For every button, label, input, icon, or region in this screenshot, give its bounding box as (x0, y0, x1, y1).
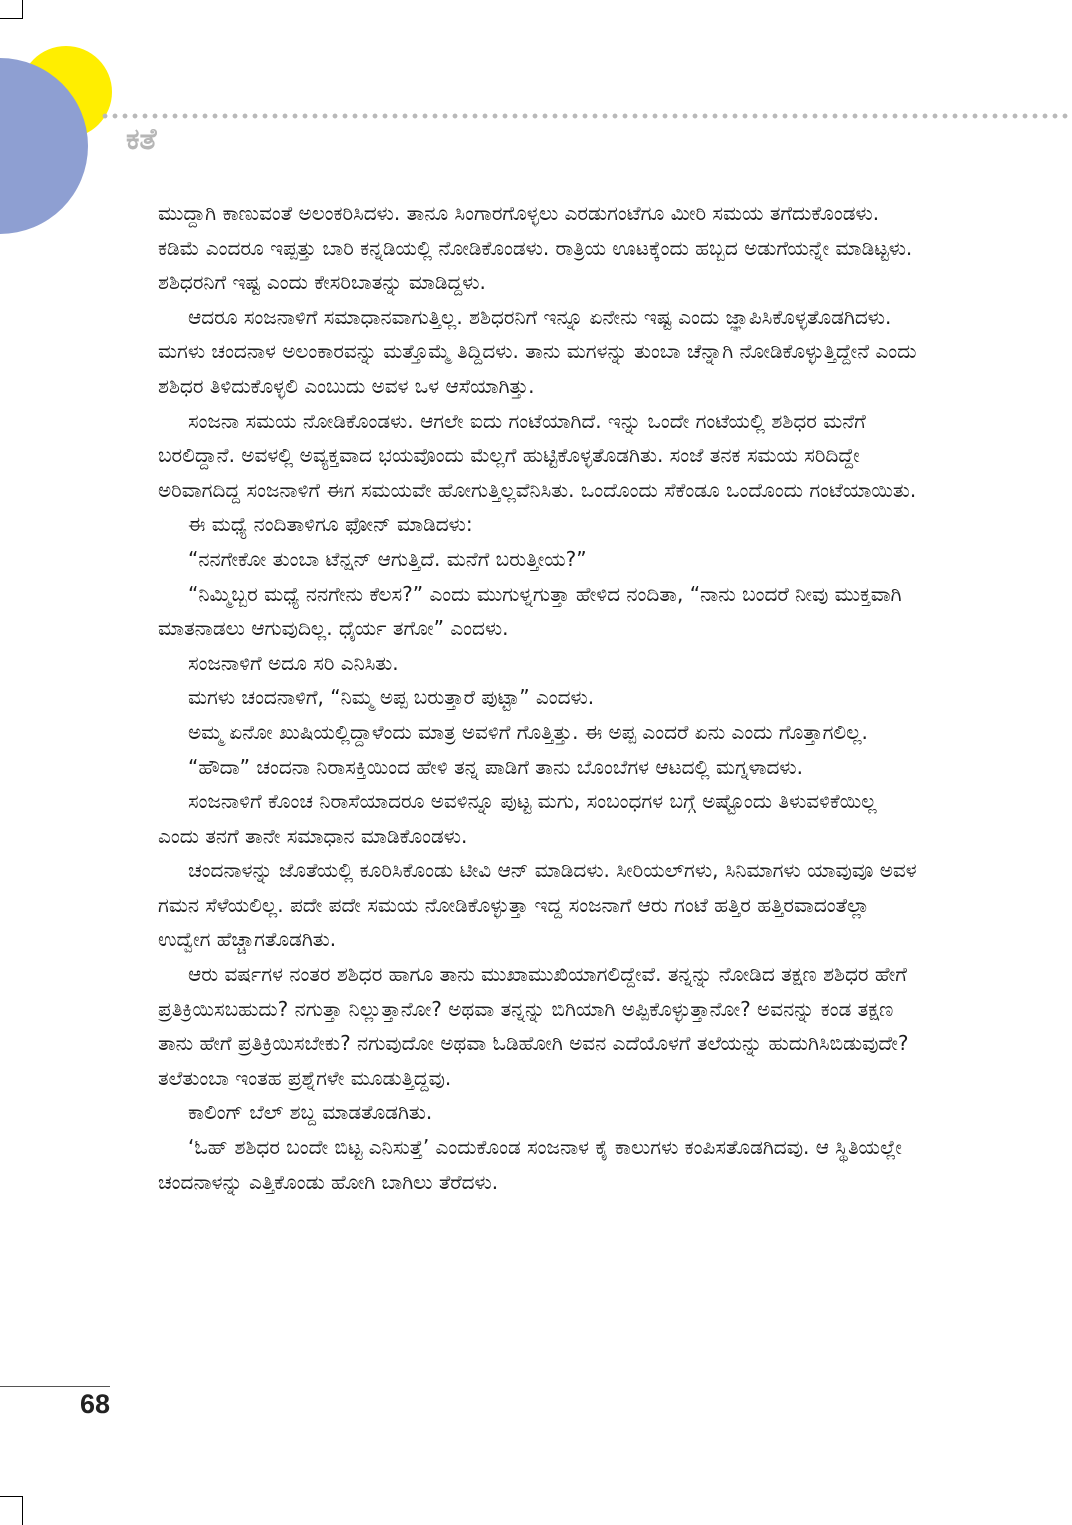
section-title: ಕತೆ (126, 122, 157, 157)
paragraph: ಸಂಜನಾಳಿಗೆ ಅದೂ ಸರಿ ಎನಿಸಿತು. (188, 650, 399, 675)
paragraph: “ಹೌದಾ” ಚಂದನಾ ನಿರಾಸಕ್ತಿಯಿಂದ ಹೇಳಿ ತನ್ನ ಪಾಡಿಗೆ ತಾನು ಬೊಂಬೆಗಳ ಆಟದಲ್ಲಿ ಮಗ್ನಳಾದಳು. (188, 754, 803, 779)
paragraph: ಕಾಲಿಂಗ್ ಬೆಲ್ ಶಬ್ದ ಮಾಡತೊಡಗಿತು. (188, 1100, 433, 1125)
paragraph: ಚಂದನಾಳನ್ನು ಜೊತೆಯಲ್ಲಿ ಕೂರಿಸಿಕೊಂಡು ಟೀವಿ ಆನ್ ಮಾಡಿದಳು. ಸೀರಿಯಲ್‌ಗಳು, ಸಿನಿಮಾಗಳು ಯಾವುವೂ ಅವಳ ಗಮನ ಸೆಳೆಯಲಿಲ್ಲ. ಪದೇ ಪದೇ ಸಮಯ ನೋಡಿಕೊಳ್ಳುತ್ತಾ ಇದ್ದ ಸಂಜನಾಗೆ ಆರು ಗಂಟೆ ಹತ್ತಿರ ಹತ್ತಿರವಾದಂತೆಲ್ಲಾ ಉದ್ವೇಗ ಹೆಚ್ಚಾಗತೊಡಗಿತು. (158, 858, 917, 952)
paragraph: ಆರು ವರ್ಷಗಳ ನಂತರ ಶಶಿಧರ ಹಾಗೂ ತಾನು ಮುಖಾಮುಖಿಯಾಗಲಿದ್ದೇವೆ. ತನ್ನನ್ನು ನೋಡಿದ ತಕ್ಷಣ ಶಶಿಧರ ಹೇಗೆ ಪ್ರತಿಕ್ರಿಯಿಸಬಹುದು? ನಗುತ್ತಾ ನಿಲ್ಲುತ್ತಾನೋ? ಅಥವಾ ತನ್ನನ್ನು ಬಿಗಿಯಾಗಿ ಅಪ್ಪಿಕೊಳ್ಳುತ್ತಾನೋ? ಅವನನ್ನು ಕಂಡ ತಕ್ಷಣ ತಾನು ಹೇಗೆ ಪ್ರತಿಕ್ರಿಯಿಸಬೇಕು? ನಗುವುದೋ ಅಥವಾ ಓಡಿಹೋಗಿ ಅವನ ಎದೆಯೊಳಗೆ ತಲೆಯನ್ನು ಹುದುಗಿಸಿಬಿಡುವುದೇ? ತಲೆತುಂಬಾ ಇಂತಹ ಪ್ರಶ್ನೆಗಳೇ ಮೂಡುತ್ತಿದ್ದವು. (158, 962, 909, 1090)
paragraph: ಸಂಜನಾ ಸಮಯ ನೋಡಿಕೊಂಡಳು. ಆಗಲೇ ಐದು ಗಂಟೆಯಾಗಿದೆ. ಇನ್ನು ಒಂದೇ ಗಂಟೆಯಲ್ಲಿ ಶಶಿಧರ ಮನೆಗೆ ಬರಲಿದ್ದಾನೆ. ಅವಳಲ್ಲಿ ಅವ್ಯಕ್ತವಾದ ಭಯವೊಂದು ಮೆಲ್ಲಗೆ ಹುಟ್ಟಿಕೊಳ್ಳತೊಡಗಿತು. ಸಂಜೆ ತನಕ ಸಮಯ ಸರಿದಿದ್ದೇ ಅರಿವಾಗದಿದ್ದ ಸಂಜನಾಳಿಗೆ ಈಗ ಸಮಯವೇ ಹೋಗುತ್ತಿಲ್ಲವೆನಿಸಿತು. ಒಂದೊಂದು ಸೆಕೆಂಡೂ ಒಂದೊಂದು ಗಂಟೆಯಾಯಿತು. (158, 408, 917, 502)
paragraph: ಸಂಜನಾಳಿಗೆ ಕೊಂಚ ನಿರಾಸೆಯಾದರೂ ಅವಳಿನ್ನೂ ಪುಟ್ಟ ಮಗು, ಸಂಬಂಧಗಳ ಬಗ್ಗೆ ಅಷ್ಟೊಂದು ತಿಳುವಳಿಕೆಯಿಲ್ಲ ಎಂದು ತನಗೆ ತಾನೇ ಸಮಾಧಾನ ಮಾಡಿಕೊಂಡಳು. (158, 789, 877, 848)
crop-mark-top-horizontal (0, 18, 23, 19)
crop-mark-top-vertical (22, 0, 23, 18)
paragraph: ಆದರೂ ಸಂಜನಾಳಿಗೆ ಸಮಾಧಾನವಾಗುತ್ತಿಲ್ಲ. ಶಶಿಧರನಿಗೆ ಇನ್ನೂ ಏನೇನು ಇಷ್ಟ ಎಂದು ಜ್ಞಾಪಿಸಿಕೊಳ್ಳತೊಡಗಿದಳು. ಮಗಳು ಚಂದನಾಳ ಅಲಂಕಾರವನ್ನು ಮತ್ತೊಮ್ಮೆ ತಿದ್ದಿದಳು. ತಾನು ಮಗಳನ್ನು ತುಂಬಾ ಚೆನ್ನಾಗಿ ನೋಡಿಕೊಳ್ಳುತ್ತಿದ್ದೇನೆ ಎಂದು ಶಶಿಧರ ತಿಳಿದುಕೊಳ್ಳಲಿ ಎಂಬುದು ಅವಳ ಒಳ ಆಸೆಯಾಗಿತ್ತು. (158, 304, 917, 398)
page-number: 68 (80, 1389, 111, 1419)
paragraph: ಮುದ್ದಾಗಿ ಕಾಣುವಂತೆ ಅಲಂಕರಿಸಿದಳು. ತಾನೂ ಸಿಂಗಾರಗೊಳ್ಳಲು ಎರಡುಗಂಟೆಗೂ ಮೀರಿ ಸಮಯ ತಗೆದುಕೊಂಡಳು. ಕಡಿಮೆ ಎಂದರೂ ಇಪ್ಪತ್ತು ಬಾರಿ ಕನ್ನಡಿಯಲ್ಲಿ ನೋಡಿಕೊಂಡಳು. ರಾತ್ರಿಯ ಊಟಕ್ಕೆಂದು ಹಬ್ಬದ ಅಡುಗೆಯನ್ನೇ ಮಾಡಿಟ್ಟಳು. ಶಶಿಧರನಿಗೆ ಇಷ್ಟ ಎಂದು ಕೇಸರಿಬಾತನ್ನು ಮಾಡಿದ್ದಳು. (158, 201, 913, 295)
paragraph: ಅಮ್ಮ ಏನೋ ಖುಷಿಯಲ್ಲಿದ್ದಾಳೆಂದು ಮಾತ್ರ ಅವಳಿಗೆ ಗೊತ್ತಿತ್ತು. ಈ ಅಪ್ಪ ಎಂದರೆ ಏನು ಎಂದು ಗೊತ್ತಾಗಲಿಲ್ಲ. (188, 719, 868, 744)
story-body (158, 196, 918, 1199)
paragraph: ‘ಓಹ್ ಶಶಿಧರ ಬಂದೇ ಬಿಟ್ಟ ಎನಿಸುತ್ತೆ’ ಎಂದುಕೊಂಡ ಸಂಜನಾಳ ಕೈ ಕಾಲುಗಳು ಕಂಪಿಸತೊಡಗಿದವು. ಆ ಸ್ಥಿತಿಯಲ್ಲೇ ಚಂದನಾಳನ್ನು ಎತ್ತಿಕೊಂಡು ಹೋಗಿ ಬಾಗಿಲು ತೆರೆದಳು. (158, 1135, 902, 1194)
paragraph: ಈ ಮಧ್ಯೆ ನಂದಿತಾಳಿಗೂ ಫೋನ್ ಮಾಡಿದಳು: (188, 512, 473, 537)
footer-rule (0, 1386, 110, 1387)
paragraph: “ನಿಮ್ಮಿಬ್ಬರ ಮಧ್ಯೆ ನನಗೇನು ಕೆಲಸ?” ಎಂದು ಮುಗುಳ್ನಗುತ್ತಾ ಹೇಳಿದ ನಂದಿತಾ, “ನಾನು ಬಂದರೆ ನೀವು ಮುಕ್ತವಾಗಿ ಮಾತನಾಡಲು ಆಗುವುದಿಲ್ಲ. ಧೈರ್ಯ ತಗೋ” ಎಂದಳು. (158, 581, 902, 641)
paragraph: “ನನಗೇಕೋ ತುಂಬಾ ಟೆನ್ಷನ್ ಆಗುತ್ತಿದೆ. ಮನೆಗೆ ಬರುತ್ತೀಯ?” (188, 546, 587, 571)
dotted-header-rule (100, 113, 1072, 119)
paragraph: ಮಗಳು ಚಂದನಾಳಿಗೆ, “ನಿಮ್ಮ ಅಪ್ಪ ಬರುತ್ತಾರೆ ಪುಟ್ಟಾ” ಎಂದಳು. (188, 685, 595, 710)
crop-mark-bottom-vertical (22, 1496, 23, 1525)
crop-mark-bottom-horizontal (0, 1496, 23, 1497)
